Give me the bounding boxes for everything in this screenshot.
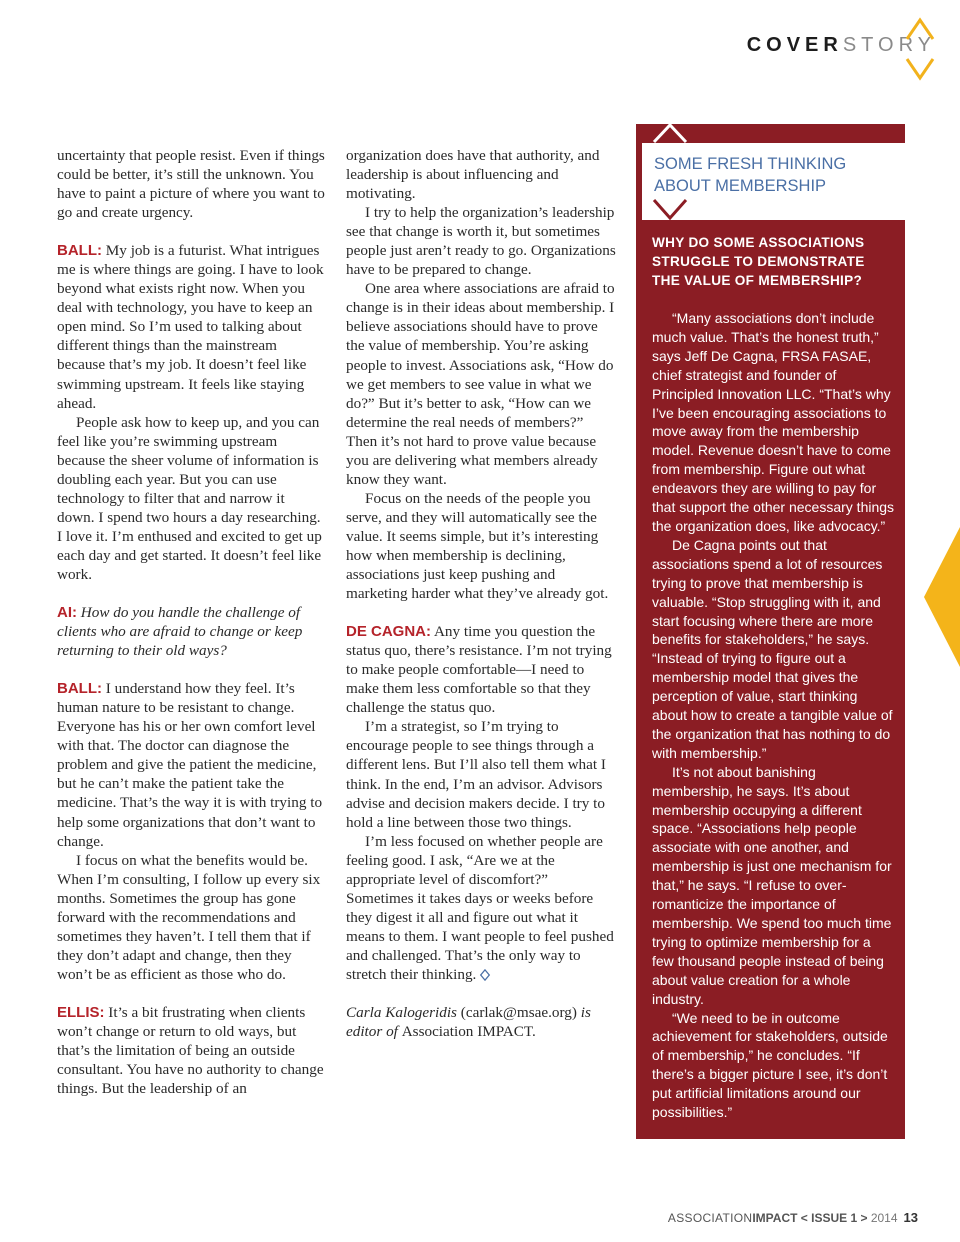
interview-answer <box>57 241 325 412</box>
paragraph <box>346 832 616 984</box>
interview-answer <box>57 679 325 850</box>
author-name: Carla Kalogeridis <box>346 1004 457 1022</box>
footer-publication-name: IMPACT <box>752 1211 798 1225</box>
chevron-down-icon <box>650 196 690 222</box>
paragraph: Focus on the needs of the people you serve, and they will automatically see the value. It seems simple, but it’s interesting how when membership is declining, associations just keep pushing and marketing harder what they’ve already got. <box>346 489 609 603</box>
chevron-diamond-icon <box>902 15 938 83</box>
answer-text: Any time you question the status quo, there’s resistance. I’m not trying to make people comfortable—I need to make them less comfortable so that they challenge the status quo. <box>346 623 612 717</box>
speaker-label: DE CAGNA: <box>346 623 431 641</box>
answer-text: I understand how they feel. It’s human nature to be resistant to change. Everyone has his or her own comfort level with that. The doctor can diagnose the problem and give the patient the medicine, but he can’t make the patient take the medicine. That’s the way it is with trying to help some organizations that don’t want to change. <box>57 680 323 850</box>
chevron-up-icon <box>650 122 690 144</box>
page-number: 13 <box>903 1210 918 1225</box>
sidebar-panel <box>636 124 905 1139</box>
footer-publication-prefix: ASSOCIATION <box>667 1211 753 1225</box>
publication-name: Association IMPACT. <box>401 1023 536 1041</box>
sidebar-paragraph: “Many associations don’t include much value. That’s the honest truth,” says Jeff De Cagna, FRSA FASAE, chief strategist and founder of Principled Innovation LLC. “That’s why I’ve been encouraging associations to move away from the membership model. Revenue doesn’t have to come from membership. Figure out what endeavors they are willing to pay for that support the other necessary things the organization does, like advocacy.” <box>652 310 895 534</box>
sidebar-question: WHY DO SOME ASSOCIATIONS STRUGGLE TO DEMONSTRATE THE VALUE OF MEMBERSHIP? <box>652 235 865 288</box>
question-text: How do you handle the challenge of clients who are afraid to change or keep returning to their old ways? <box>57 604 303 660</box>
author-bio <box>346 1003 616 1041</box>
answer-text: It’s a bit frustrating when clients won’t change or return to old ways, but that’s the limitation of being an outside consultant. You have no authority to change things. But the leadership of an <box>57 1003 324 1098</box>
interview-answer <box>57 1003 325 1098</box>
paragraph: I focus on what the benefits would be. When I’m consulting, I follow up every six months. Sometimes the group has gone forward with the recommendations and sometimes they haven’t. I tell them that if they don’t adapt and change, then they won’t be as efficient as those who do. <box>57 851 321 983</box>
paragraph: I try to help the organization’s leadership see that change is worth it, but sometimes people just aren’t ready to go. Organizations have to be prepared to change. <box>346 204 616 279</box>
paragraph: People ask how to keep up, and you can feel like you’re swimming upstream because the sheer volume of information is doubling each year. But you can use technology to filter that and narrow it down. I spend two hours a day researching. I love it. I’m enthused and excited to get up each day and get started. It doesn’t feel like work. <box>57 413 322 583</box>
paragraph: One area where associations are afraid to change is in their ideas about membership. I believe associations should have to prove the value of membership. You’re asking people to invest. Associations ask, “How do we get members to see value in what we do?” But it’s better to ask, “How can we determine the real needs of members?” Then it’s not hard to prove value because you are delivering what members already know they want. <box>346 280 615 488</box>
gold-tab-icon <box>924 527 960 667</box>
speaker-label: BALL: <box>57 680 102 698</box>
paragraph: organization does have that authority, and leadership is about influencing and motivating. <box>346 147 600 203</box>
sidebar-title: SOME FRESH THINKING ABOUT MEMBERSHIP <box>654 155 847 195</box>
paragraph: uncertainty that people resist. Even if things could be better, it’s still the unknown. You have to paint a picture of where you want to go and create urgency. <box>57 147 325 222</box>
sidebar-paragraph: “We need to be in outcome achievement for stakeholders, outside of membership,” he concludes. “If there’s a bigger picture I see, it’s don’t put artificial limitations around our possibilities.” <box>652 1009 888 1121</box>
answer-text: My job is a futurist. What intrigues me is where things are going. I have to look beyond what exists right now. When you deal with technology, you have to keep an open mind. So I’m used to talking about different things than the mainstream because that’s my job. It doesn’t feel like swimming upstream. It feels like staying ahead. <box>57 242 324 412</box>
section-label-story: STORY <box>842 34 936 56</box>
page-footer <box>668 1210 918 1225</box>
footer-issue: < ISSUE 1 > <box>797 1211 871 1225</box>
paragraph: I’m a strategist, so I’m trying to encourage people to see things through a different lens. But I’ll also tell them what I think. In the end, I’m an advisor. Advisors advise and decision makers decide. I try to hold a line between those two things. <box>346 718 606 831</box>
diamond-end-icon <box>479 969 491 981</box>
speaker-label: ELLIS: <box>57 1003 105 1021</box>
speaker-label: AI: <box>57 604 77 622</box>
article-column-1 <box>57 146 325 1098</box>
section-label-cover: COVER <box>746 34 843 56</box>
interview-answer <box>346 622 616 717</box>
author-role: is editor of <box>346 1004 591 1041</box>
paragraph-text: I’m less focused on whether people are feeling good. I ask, “Are we at the appropriate level of discomfort?” Sometimes it takes days or weeks before they digest it all and figure out what it means to them. I want people to feel pushed and challenged. That’s the only way to stretch their thinking. <box>346 832 614 983</box>
interview-question <box>57 603 325 660</box>
footer-year: 2014 <box>870 1211 898 1225</box>
sidebar-body <box>652 309 896 1122</box>
sidebar-paragraph: De Cagna points out that associations spend a lot of resources trying to prove that membership is valuable. “Stop struggling with it, and start focusing where there are more benefits for stakeholders,” he says. “Instead of trying to figure out a membership model that gives the perception of value, start thinking about how to create a tangible value of the organization that has nothing to do with membership.” <box>652 536 893 761</box>
speaker-label: BALL: <box>57 242 102 260</box>
author-email: (carlak@msae.org) <box>456 1004 577 1022</box>
sidebar-paragraph: It’s not about banishing membership, he says. It’s about membership occupying a different space. “Associations help people associate with one another, and membership is just one mechanism for that,” he says. “I refuse to over-romanticize the importance of membership. We spend too much time trying to optimize membership for a few thousand people instead of being about value creation for a whole industry. <box>652 763 892 1007</box>
article-column-2 <box>346 146 616 1041</box>
